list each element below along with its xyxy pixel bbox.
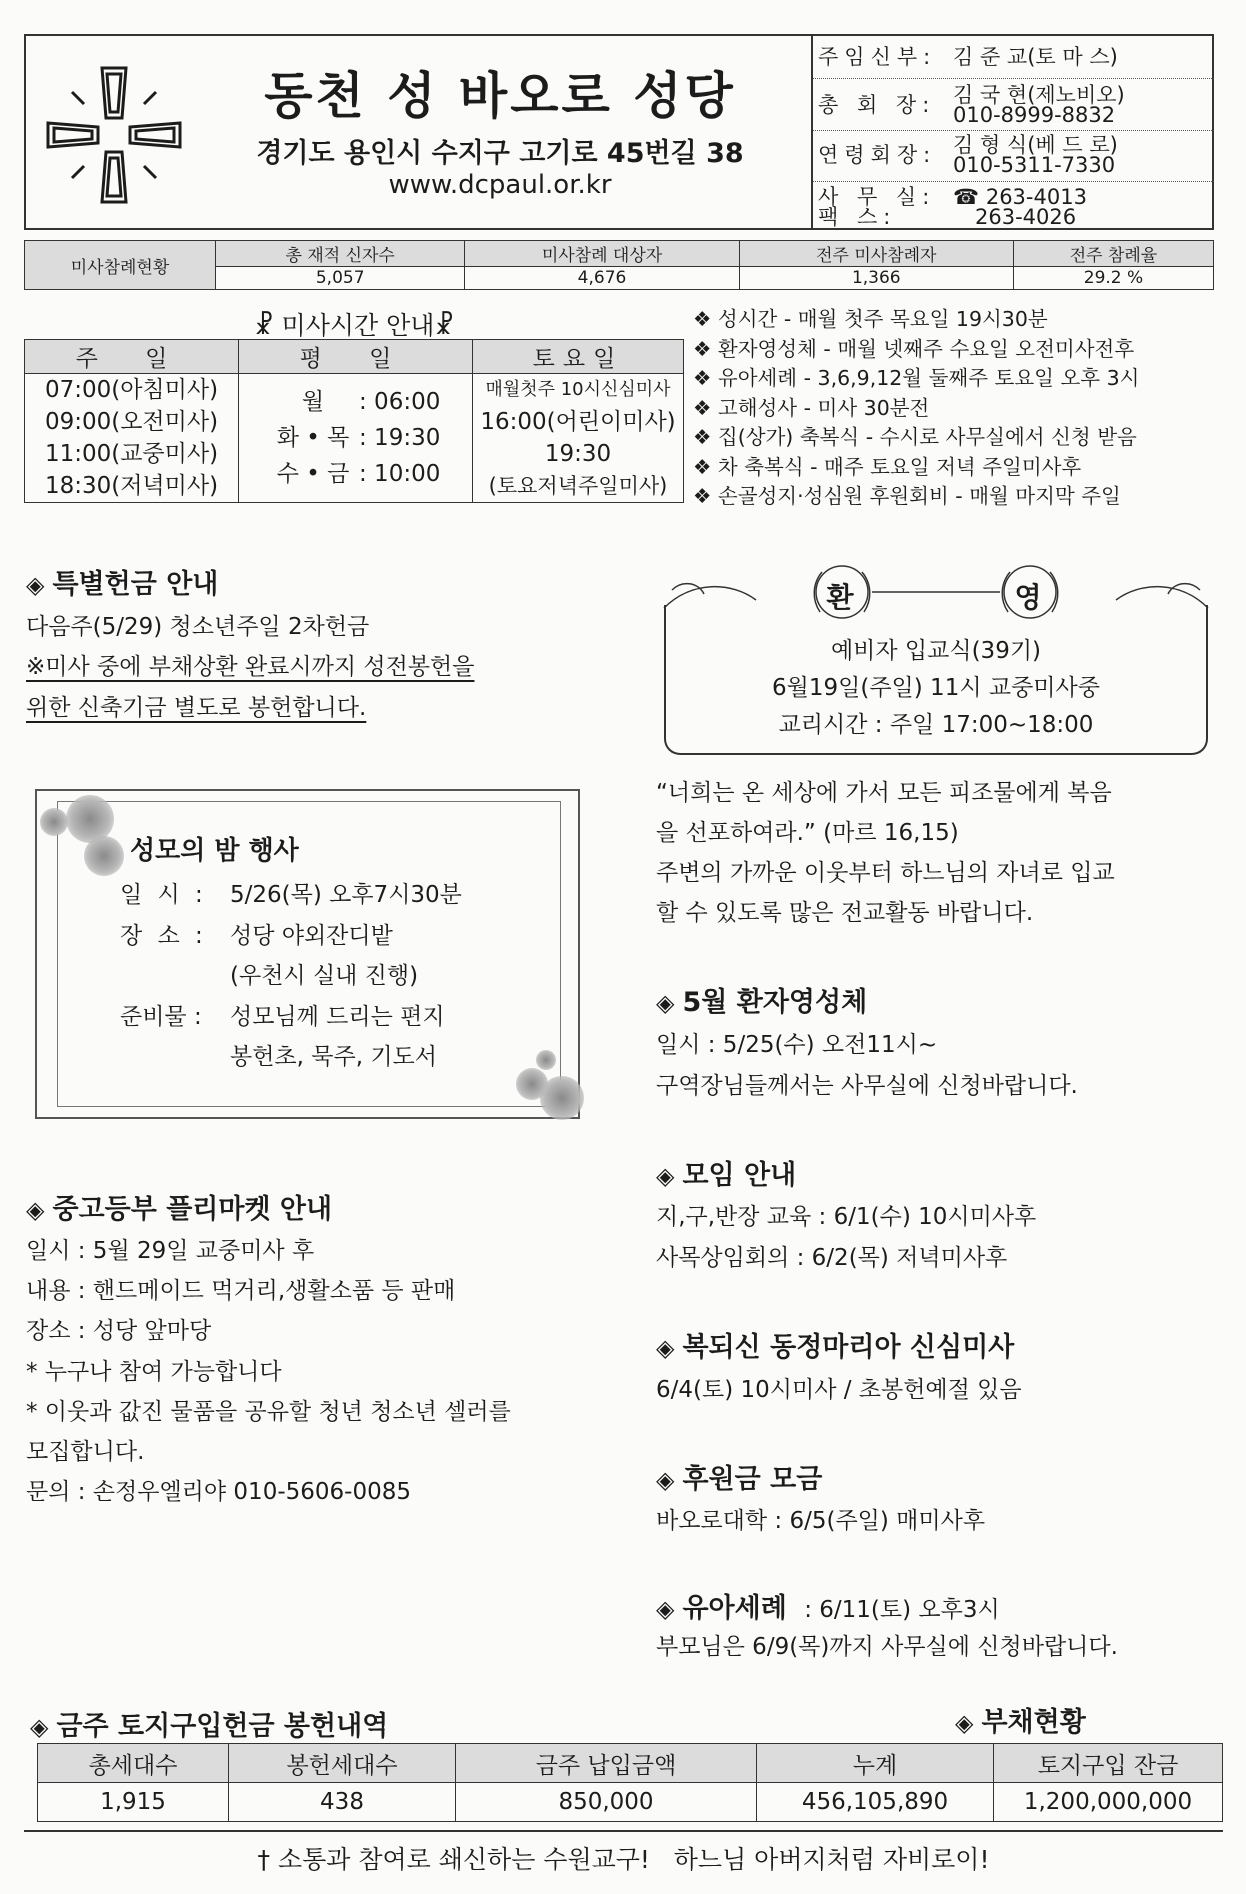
info-value: 김 형 식(베 드 로)	[953, 133, 1118, 157]
sunday-mass-time: 07:00(아침미사)	[44, 377, 219, 403]
saturday-mass-list	[473, 374, 684, 503]
footer-divider	[24, 1830, 1223, 1832]
decorative-blot	[540, 1076, 584, 1120]
divider	[813, 181, 1214, 182]
mary-mass-title: ◈ 복되신 동정마리아 신심미사	[656, 1332, 1015, 1363]
info-label: 연령회장:	[818, 143, 937, 167]
notice-item: ❖ 환자영성체 - 매월 넷째주 수요일 오전미사전후	[693, 336, 1135, 361]
diamond-icon: ◈	[26, 571, 45, 599]
support-fund-line: 바오로대학 : 6/5(주일) 매미사후	[656, 1508, 986, 1534]
parish-address: 경기도 용인시 수지구 고기로 45번길 38	[256, 138, 744, 169]
sunday-mass-list	[25, 374, 239, 503]
info-value: 김 국 현(제노비오)	[953, 83, 1125, 107]
sick-communion-line: 구역장님들께서는 사무실에 신청바랍니다.	[656, 1073, 1078, 1099]
diamond-icon: ◈	[656, 1466, 675, 1494]
decorative-blot	[84, 836, 124, 876]
diamond-icon: ◈	[656, 1334, 675, 1362]
saturday-mass-time: 19:30	[544, 441, 612, 467]
parish-website-link[interactable]: www.dcpaul.or.kr	[388, 170, 612, 200]
mary-night-value: 성모님께 드리는 편지	[230, 1004, 445, 1030]
flea-market-line: * 이웃과 값진 물품을 공유할 청년 청소년 셀러를	[26, 1399, 511, 1425]
weekday-time: : 19:30	[359, 425, 441, 451]
sunday-mass-time: 09:00(오전미사)	[44, 409, 219, 435]
flea-market-line: 문의 : 손정우엘리야 010-5606-0085	[26, 1479, 411, 1505]
land-value: 438	[229, 1783, 456, 1822]
mass-header-sunday: 주 일	[25, 340, 239, 374]
sick-communion-line: 일시 : 5/25(수) 오전11시~	[656, 1032, 938, 1058]
welcome-line: 예비자 입교식(39기)	[830, 638, 1042, 664]
notice-item: ❖ 고해성사 - 미사 30분전	[693, 395, 930, 420]
info-value: 263-4026	[975, 205, 1077, 229]
stats-header: 총 재적 신자수	[216, 241, 465, 267]
weekday-time: : 06:00	[359, 389, 441, 415]
welcome-line: 교리시간 : 주일 17:00~18:00	[778, 712, 1094, 738]
info-label: 총 회 장:	[818, 93, 936, 117]
info-phone: 010-8999-8832	[953, 103, 1116, 127]
special-offering-line: 다음주(5/29) 청소년주일 2차헌금	[26, 614, 370, 640]
diamond-icon: ◈	[656, 989, 675, 1017]
special-offering-line: 위한 신축기금 별도로 봉헌합니다.	[26, 695, 367, 721]
notice-item: ❖ 차 축복식 - 매주 토요일 저녁 주일미사후	[693, 454, 1082, 479]
sunday-mass-time: 11:00(교중미사)	[44, 441, 219, 467]
flea-market-line: 모집합니다.	[26, 1439, 145, 1465]
stats-value: 29.2 %	[1013, 267, 1213, 290]
flea-market-line: 장소 : 성당 앞마당	[26, 1318, 212, 1344]
land-header: 봉헌세대수	[229, 1744, 456, 1783]
infant-baptism-title: ◈ 유아세례 : 6/11(토) 오후3시	[656, 1593, 1000, 1624]
decorative-blot	[40, 808, 68, 836]
infant-baptism-line: 부모님은 6/9(목)까지 사무실에 신청바랍니다.	[656, 1634, 1118, 1660]
mission-line: 할 수 있도록 많은 전교활동 바랍니다.	[656, 900, 1034, 926]
divider	[813, 130, 1214, 131]
sick-communion-title: ◈ 5월 환자영성체	[656, 987, 868, 1018]
land-offering-table	[37, 1743, 1223, 1822]
flea-market-title: ◈ 중고등부 플리마켓 안내	[26, 1194, 333, 1225]
mass-times-title: ☧ 미사시간 안내☧	[254, 311, 454, 340]
special-offering-title: ◈ 특별헌금 안내	[26, 569, 219, 600]
mary-night-value: 봉헌초, 묵주, 기도서	[230, 1044, 437, 1070]
info-phone: 010-5311-7330	[953, 153, 1116, 177]
weekday-mass-row	[239, 456, 472, 492]
land-value: 1,915	[38, 1783, 229, 1822]
info-label: 사 무 실:	[818, 185, 936, 209]
divider	[813, 78, 1214, 79]
meeting-line: 지,구,반장 교육 : 6/1(수) 10시미사후	[656, 1204, 1037, 1230]
flea-market-line: 내용 : 핸드메이드 먹거리,생활소품 등 판매	[26, 1278, 456, 1304]
weekday-mass-row	[239, 384, 472, 420]
stats-header: 전주 참례율	[1013, 241, 1213, 267]
stats-value: 4,676	[465, 267, 739, 290]
flea-market-line: * 누구나 참여 가능합니다	[26, 1359, 282, 1385]
special-offering-line: ※미사 중에 부채상환 완료시까지 성전봉헌을	[26, 654, 475, 680]
diamond-icon: ◈	[26, 1196, 45, 1224]
attendance-stats-table	[24, 240, 1214, 290]
weekday-days: 월	[301, 389, 325, 415]
stats-label: 미사참례현황	[25, 241, 216, 290]
mary-night-label: 장 소 :	[120, 923, 207, 949]
mary-night-value: 성당 야외잔디밭	[230, 923, 393, 949]
stats-header: 미사참례 대상자	[465, 241, 739, 267]
land-header: 토지구입 잔금	[994, 1744, 1223, 1783]
land-value: 456,105,890	[757, 1783, 994, 1822]
mission-line: 을 선포하여라.” (마르 16,15)	[656, 820, 959, 846]
mass-header-saturday: 토요일	[473, 340, 684, 374]
stats-value: 1,366	[739, 267, 1013, 290]
notice-item: ❖ 성시간 - 매월 첫주 목요일 19시30분	[693, 307, 1048, 331]
welcome-badge-right: 영	[1014, 581, 1042, 614]
land-header: 금주 납입금액	[456, 1744, 757, 1783]
mary-night-title: 성모의 밤 행사	[130, 836, 299, 866]
weekday-mass-list	[239, 374, 473, 503]
support-fund-title: ◈ 후원금 모금	[656, 1464, 823, 1495]
weekday-time: : 10:00	[359, 461, 441, 487]
weekday-mass-row	[239, 420, 472, 456]
notice-item: ❖ 집(상가) 축복식 - 수시로 사무실에서 신청 받음	[693, 425, 1137, 449]
header-divider	[811, 34, 813, 230]
mission-line: 주변의 가까운 이웃부터 하느님의 자녀로 입교	[656, 860, 1115, 886]
land-offering-title: ◈ 금주 토지구입헌금 봉헌내역	[30, 1711, 389, 1742]
schedule-notices	[693, 305, 1223, 512]
stats-value: 5,057	[216, 267, 465, 290]
stats-header: 전주 미사참례자	[739, 241, 1013, 267]
notice-item: ❖ 유아세례 - 3,6,9,12월 둘째주 토요일 오후 3시	[693, 366, 1140, 390]
mary-night-value: 5/26(목) 오후7시30분	[230, 882, 462, 908]
diamond-icon: ◈	[30, 1713, 49, 1741]
mass-times-table	[24, 339, 684, 503]
land-value: 1,200,000,000	[994, 1783, 1223, 1822]
mission-line: “너희는 온 세상에 가서 모든 피조물에게 복음	[656, 780, 1112, 806]
mary-mass-line: 6/4(토) 10시미사 / 초봉헌예절 있음	[656, 1377, 1022, 1403]
mary-night-value: (우천시 실내 진행)	[230, 963, 419, 989]
sunday-mass-time: 18:30(저녁미사)	[44, 473, 219, 499]
welcome-content	[664, 633, 1208, 744]
saturday-mass-time: 매월첫주 10시신심미사	[485, 379, 671, 400]
flea-market-line: 일시 : 5월 29일 교중미사 후	[26, 1238, 315, 1264]
mary-night-label: 준비물 :	[120, 1004, 202, 1030]
meeting-line: 사목상임회의 : 6/2(목) 저녁미사후	[656, 1245, 1008, 1271]
saturday-mass-time: 16:00(어린이미사)	[480, 409, 676, 435]
saturday-mass-time: (토요저녁주일미사)	[488, 474, 668, 498]
land-header: 누계	[757, 1744, 994, 1783]
parish-name: 동천 성 바오로 성당	[264, 67, 736, 125]
land-value: 850,000	[456, 1783, 757, 1822]
mass-header-weekday: 평 일	[239, 340, 473, 374]
parish-cross-logo-icon	[44, 60, 184, 210]
weekday-days: 화 • 목	[276, 425, 350, 451]
mary-night-label: 일 시 :	[120, 882, 207, 908]
diamond-icon: ◈	[656, 1595, 675, 1623]
diamond-icon: ◈	[656, 1162, 675, 1190]
welcome-line: 6월19일(주일) 11시 교중미사중	[772, 675, 1100, 701]
info-value: ☎ 263-4013	[953, 185, 1087, 209]
weekday-days: 수 • 금	[276, 461, 350, 487]
welcome-badge-left: 환	[826, 581, 854, 614]
meeting-title: ◈ 모임 안내	[656, 1160, 797, 1191]
info-value: 김 준 교(토 마 스)	[953, 45, 1118, 69]
diocese-motto: † 소통과 참여로 쇄신하는 수원교구! 하느님 아버지처럼 자비로이!	[257, 1845, 990, 1874]
info-label: 주임신부:	[818, 45, 937, 69]
diamond-icon: ◈	[955, 1709, 974, 1737]
infant-baptism-date: : 6/11(토) 오후3시	[804, 1597, 1000, 1623]
land-header: 총세대수	[38, 1744, 229, 1783]
debt-status-title: ◈ 부채현황	[955, 1707, 1086, 1738]
decorative-blot	[536, 1050, 556, 1070]
notice-item: ❖ 손골성지·성심원 후원회비 - 매월 마지막 주일	[693, 484, 1121, 508]
info-label: 팩 스:	[818, 205, 897, 229]
